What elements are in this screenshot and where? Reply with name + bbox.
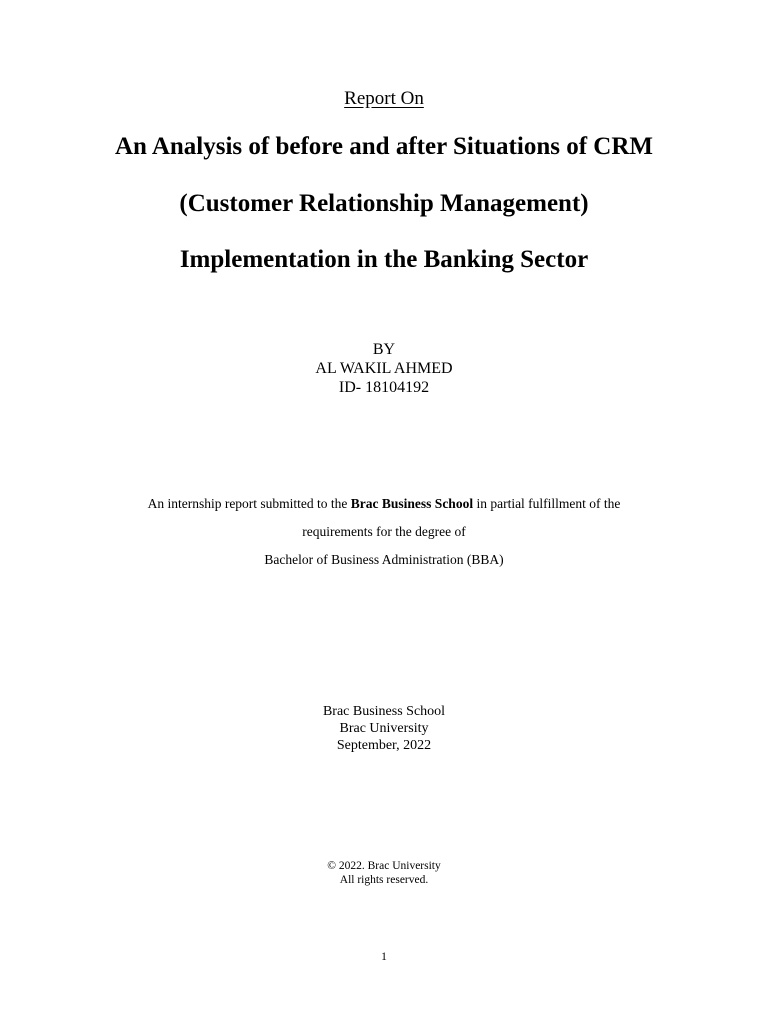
student-id: ID- 18104192 [338, 379, 430, 396]
submission-statement [0, 490, 768, 574]
report-date: September, 2022 [336, 738, 432, 753]
school-name: Brac Business School [322, 704, 446, 719]
title-line-1: An Analysis of before and after Situations of CRM [115, 133, 653, 160]
title-line-2: (Customer Relationship Management) [179, 190, 589, 217]
rights-reserved: All rights reserved. [339, 874, 429, 886]
author-block [0, 340, 768, 397]
report-on-heading: Report On [344, 88, 424, 109]
title-line-3: Implementation in the Banking Sector [179, 246, 589, 273]
copyright-line: © 2022. Brac University [327, 860, 441, 872]
institution-block [0, 703, 768, 754]
university-name: Brac University [339, 721, 429, 736]
page-number: 1 [381, 951, 387, 963]
copyright-block [0, 859, 768, 887]
author-name: AL WAKIL AHMED [315, 360, 453, 377]
statement-line-2: requirements for the degree of [302, 524, 466, 539]
statement-line-3: Bachelor of Business Administration (BBA) [264, 552, 504, 567]
by-label: BY [372, 341, 396, 358]
statement-prefix: An internship report submitted to the [147, 496, 351, 511]
statement-school: Brac Business School [350, 496, 474, 511]
statement-suffix: in partial fulfillment of the [473, 496, 621, 511]
statement-line-1 [0, 490, 768, 518]
